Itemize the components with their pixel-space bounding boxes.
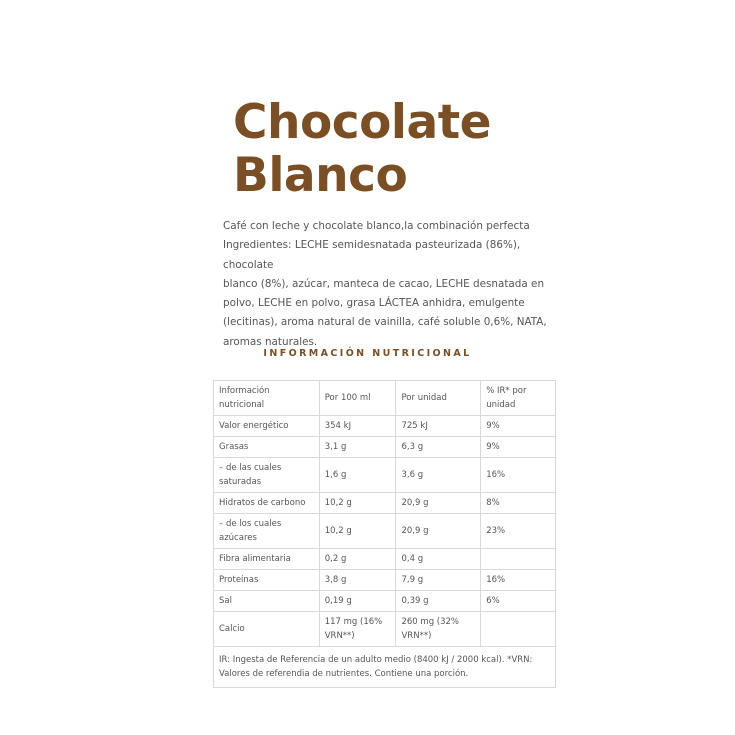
table-cell: 16% <box>481 458 556 493</box>
table-cell: 0,39 g <box>396 591 481 612</box>
table-cell: Hidratos de carbono <box>214 493 320 514</box>
table-cell: 117 mg (16% VRN**) <box>319 612 396 647</box>
table-cell: – de las cuales saturadas <box>214 458 320 493</box>
header-cell: Información nutricional <box>214 381 320 416</box>
table-row <box>214 458 556 493</box>
table-row <box>214 514 556 549</box>
product-description <box>223 217 563 352</box>
table-cell: 6% <box>481 591 556 612</box>
description-line: Ingredientes: LECHE semidesnatada pasteurizada (86%), chocolate <box>223 239 521 271</box>
table-cell: 9% <box>481 416 556 437</box>
table-cell: 10,2 g <box>319 514 396 549</box>
product-title-line-2: Blanco <box>233 148 408 203</box>
table-row <box>214 493 556 514</box>
header-cell: % IR* por unidad <box>481 381 556 416</box>
table-cell: Fibra alimentaria <box>214 549 320 570</box>
table-cell: Sal <box>214 591 320 612</box>
description-line: Café con leche y chocolate blanco,la combinación perfecta <box>223 220 530 232</box>
table-cell: 10,2 g <box>319 493 396 514</box>
table-cell: 3,8 g <box>319 570 396 591</box>
table-header-row <box>214 381 556 416</box>
table-cell: Calcio <box>214 612 320 647</box>
table-cell: 1,6 g <box>319 458 396 493</box>
table-cell: 23% <box>481 514 556 549</box>
table-cell: Proteínas <box>214 570 320 591</box>
header-cell: Por unidad <box>396 381 481 416</box>
table-cell <box>481 549 556 570</box>
table-cell: 0,2 g <box>319 549 396 570</box>
table-cell: 3,1 g <box>319 437 396 458</box>
nutrition-table <box>213 380 556 688</box>
table-cell: 8% <box>481 493 556 514</box>
table-cell: 725 kJ <box>396 416 481 437</box>
table-cell: 9% <box>481 437 556 458</box>
table-cell: 260 mg (32% VRN**) <box>396 612 481 647</box>
nutrition-section-title: INFORMACIÓN NUTRICIONAL <box>263 348 472 359</box>
description-line: polvo, LECHE en polvo, grasa LÁCTEA anhidra, emulgente <box>223 297 525 310</box>
table-footnote: IR: Ingesta de Referencia de un adulto medio (8400 kJ / 2000 kcal). *VRN: Valores de referendia de nutrientes. Contiene una porción. <box>214 647 556 688</box>
table-cell: 16% <box>481 570 556 591</box>
table-row <box>214 591 556 612</box>
description-line: (lecitinas), aroma natural de vainilla, café soluble 0,6%, NATA, <box>223 316 547 329</box>
table-row <box>214 549 556 570</box>
table-row <box>214 570 556 591</box>
table-cell: 3,6 g <box>396 458 481 493</box>
table-cell: – de los cuales azúcares <box>214 514 320 549</box>
table-cell: Grasas <box>214 437 320 458</box>
product-title <box>233 96 491 202</box>
table-row <box>214 612 556 647</box>
table-cell: Valor energético <box>214 416 320 437</box>
header-cell: Por 100 ml <box>319 381 396 416</box>
table-cell: 7,9 g <box>396 570 481 591</box>
table-row <box>214 416 556 437</box>
table-cell: 20,9 g <box>396 493 481 514</box>
table-cell <box>481 612 556 647</box>
product-title-line-1: Chocolate <box>233 95 492 150</box>
table-cell: 0,19 g <box>319 591 396 612</box>
description-line: aromas naturales. <box>223 335 318 348</box>
table-row <box>214 437 556 458</box>
table-cell: 0,4 g <box>396 549 481 570</box>
table-footnote-row <box>214 647 556 688</box>
table-cell: 20,9 g <box>396 514 481 549</box>
table-cell: 6,3 g <box>396 437 481 458</box>
table-cell: 354 kJ <box>319 416 396 437</box>
description-line: blanco (8%), azúcar, manteca de cacao, LECHE desnatada en <box>223 277 545 290</box>
